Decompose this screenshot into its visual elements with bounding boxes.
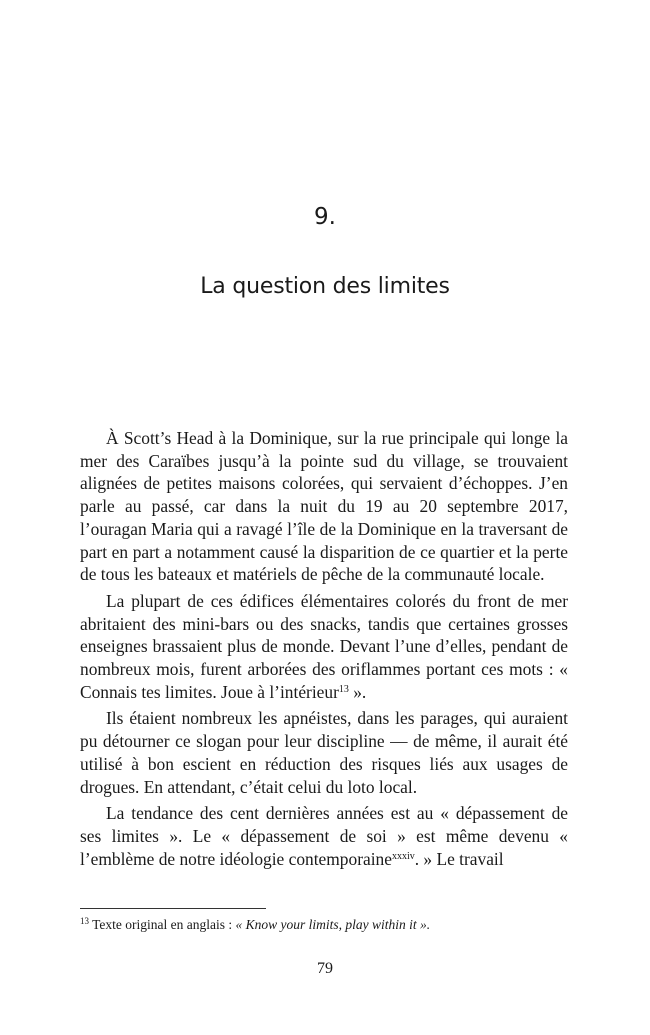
footnote-reference: 13	[338, 683, 349, 695]
paragraph-text: La plupart de ces édifices élémentaires colorés du front de mer abritaient des mini-bars ou des snacks, tandis que certaines grosses enseignes brassaient plus de monde. Devant l’une d’elles, pendant de nombreux mois, furent arborées des oriflammes portant ces mots : « Connais tes limites. Joue à l’intérieur	[80, 590, 568, 702]
paragraph-text: ».	[348, 681, 367, 702]
footnote	[80, 916, 568, 934]
paragraph: Ils étaient nombreux les apnéistes, dans les parages, qui auraient pu détourner ce slogan pour leur discipline — de même, il aurait été utilisé à bon escient en réduction des risques liés aux usages de drogues. En attendant, c’était celui du loto local.	[80, 708, 568, 797]
paragraph: À Scott’s Head à la Dominique, sur la rue principale qui longe la mer des Caraïbes jusqu’à la pointe sud du village, se trouvaient alignées de petites maisons colorées, qui servaient d’échoppes. J’en parle au passé, car dans la nuit du 19 au 20 septembre 2017, l’ouragan Maria qui a ravagé l’île de la Dominique en la traversant de part en part a notamment causé la disparition de ce quartier et la perte de tous les bateaux et matériels de pêche de la communauté locale.	[80, 428, 568, 585]
page-number: 79	[317, 960, 333, 977]
paragraph	[80, 590, 568, 704]
footnote-quote: « Know your limits, play within it ».	[235, 917, 431, 932]
paragraph-text: La tendance des cent dernières années est au « dépassement de ses limites ». Le « dépassement de soi » est même devenu « l’emblème de notre idéologie contemporaine	[80, 803, 568, 869]
footnote-number: 13	[80, 916, 89, 926]
paragraph	[80, 802, 568, 870]
chapter-number: 9.	[314, 204, 336, 230]
endnote-reference: xxxiv	[391, 850, 415, 862]
footnote-divider	[80, 908, 266, 909]
paragraph-text: . » Le travail	[414, 848, 504, 869]
chapter-title: La question des limites	[200, 274, 450, 299]
footnote-text: Texte original en anglais :	[89, 917, 236, 932]
body-text	[80, 427, 568, 874]
